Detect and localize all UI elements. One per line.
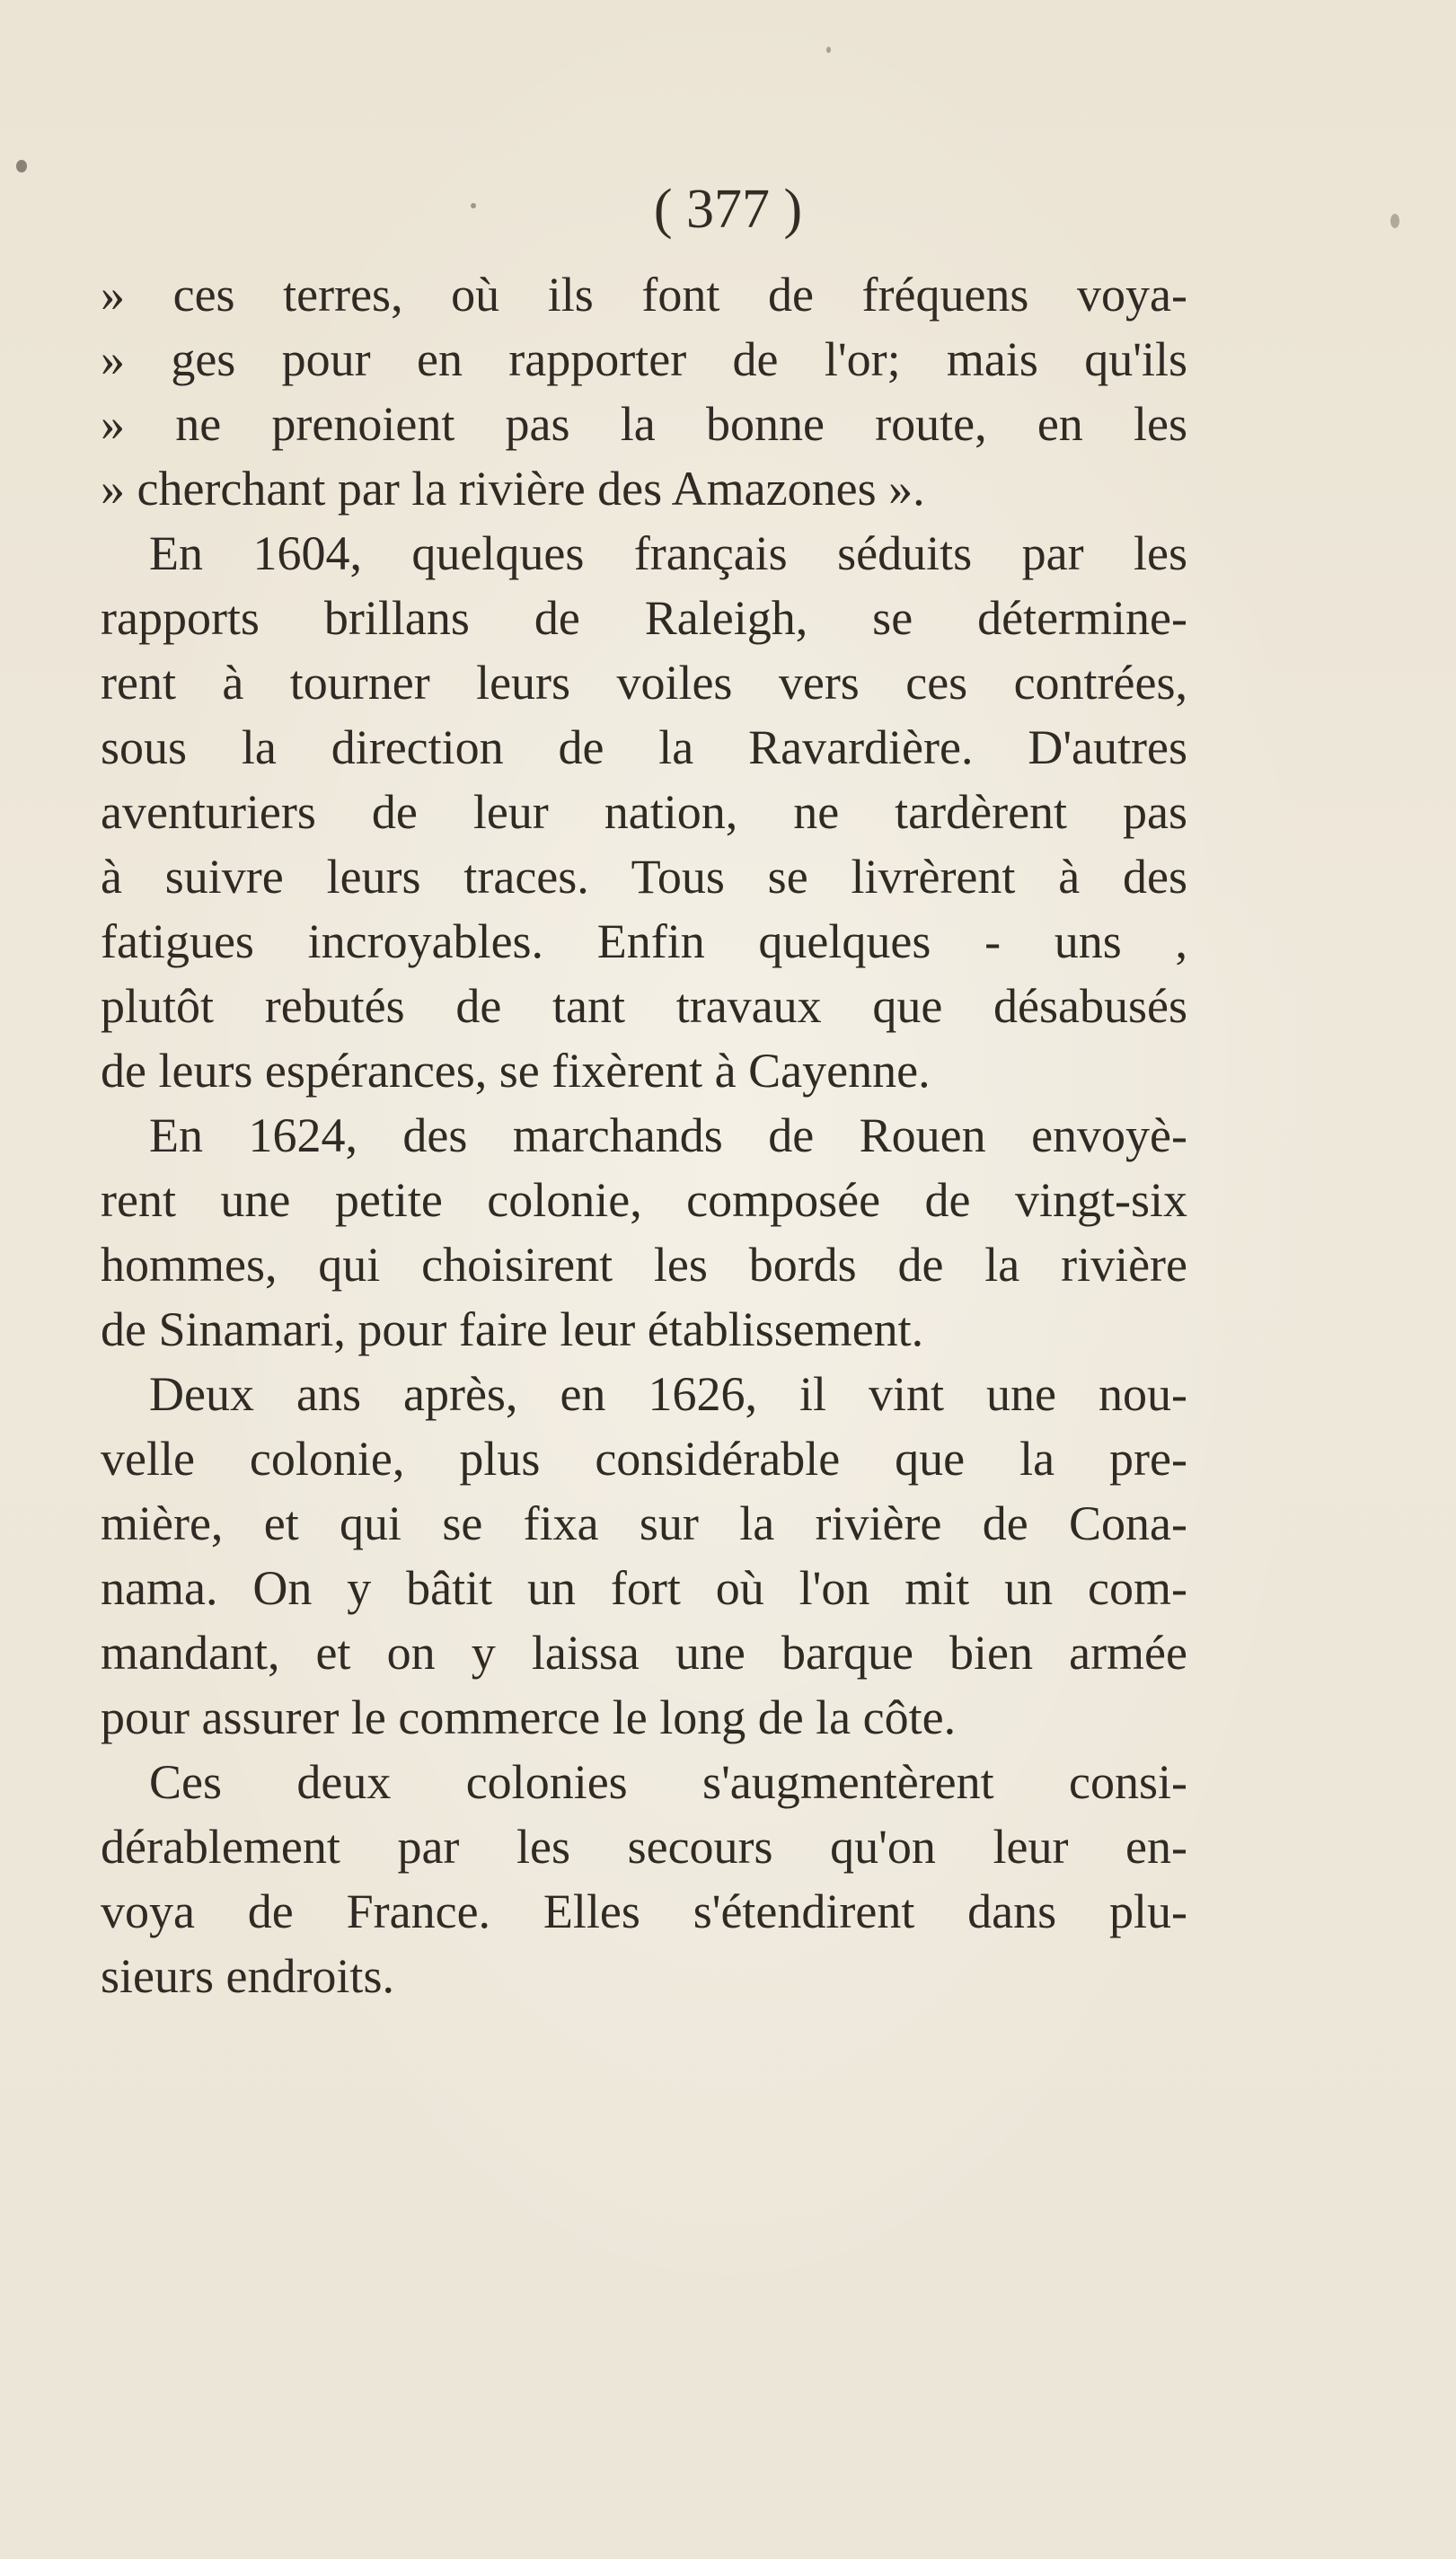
paragraph-1604 [101, 521, 1187, 1103]
text-line: nama. On y bâtit un fort où l'on mit un com- [101, 1561, 1187, 1615]
text-line: En 1604, quelques français séduits par les [149, 526, 1187, 580]
paragraph-1624 [101, 1103, 1187, 1362]
text-line: rapports brillans de Raleigh, se détermine- [101, 591, 1187, 645]
text-line: Ces deux colonies s'augmentèrent consi- [149, 1755, 1187, 1809]
page-number: ( 377 ) [653, 179, 803, 240]
text-line: » cherchant par la rivière des Amazones ». [101, 462, 925, 516]
text-line: mière, et qui se fixa sur la rivière de Cona- [101, 1496, 1187, 1550]
text-line: de Sinamari, pour faire leur établissement. [101, 1302, 924, 1356]
text-line: En 1624, des marchands de Rouen envoyè- [149, 1108, 1187, 1162]
paragraph-1626 [101, 1362, 1187, 1750]
text-line: plutôt rebutés de tant travaux que désabusés [101, 979, 1187, 1033]
text-line: » ne prenoient pas la bonne route, en les [101, 397, 1187, 451]
text-line: aventuriers de leur nation, ne tardèrent pas [101, 785, 1187, 839]
text-line: voya de France. Elles s'étendirent dans plu- [101, 1884, 1187, 1938]
text-line: » ges pour en rapporter de l'or; mais qu'ils [101, 332, 1187, 386]
ink-speck [16, 160, 27, 172]
text-line: dérablement par les secours qu'on leur en- [101, 1820, 1187, 1874]
text-line: fatigues incroyables. Enfin quelques - uns , [101, 914, 1187, 968]
text-line: rent une petite colonie, composée de vingt-six [101, 1173, 1187, 1227]
text-line: de leurs espérances, se fixèrent à Cayenne. [101, 1044, 931, 1098]
text-line: mandant, et on y laissa une barque bien armée [101, 1626, 1187, 1680]
text-line: sous la direction de la Ravardière. D'autres [101, 720, 1187, 774]
ink-speck [826, 47, 831, 53]
paragraph-quote-continuation [101, 262, 1187, 521]
text-line: rent à tourner leurs voiles vers ces contrées, [101, 656, 1187, 710]
text-line: hommes, qui choisirent les bords de la rivière [101, 1238, 1187, 1292]
text-line: » ces terres, où ils font de fréquens voya- [101, 268, 1187, 322]
body-text [101, 262, 1187, 2008]
text-line: velle colonie, plus considérable que la pre- [101, 1432, 1187, 1486]
text-line: à suivre leurs traces. Tous se livrèrent à des [101, 850, 1187, 904]
text-line: Deux ans après, en 1626, il vint une nou- [149, 1367, 1187, 1421]
text-line: pour assurer le commerce le long de la côte. [101, 1690, 957, 1744]
paragraph-colonies [101, 1750, 1187, 2008]
text-line: sieurs endroits. [101, 1949, 394, 2003]
